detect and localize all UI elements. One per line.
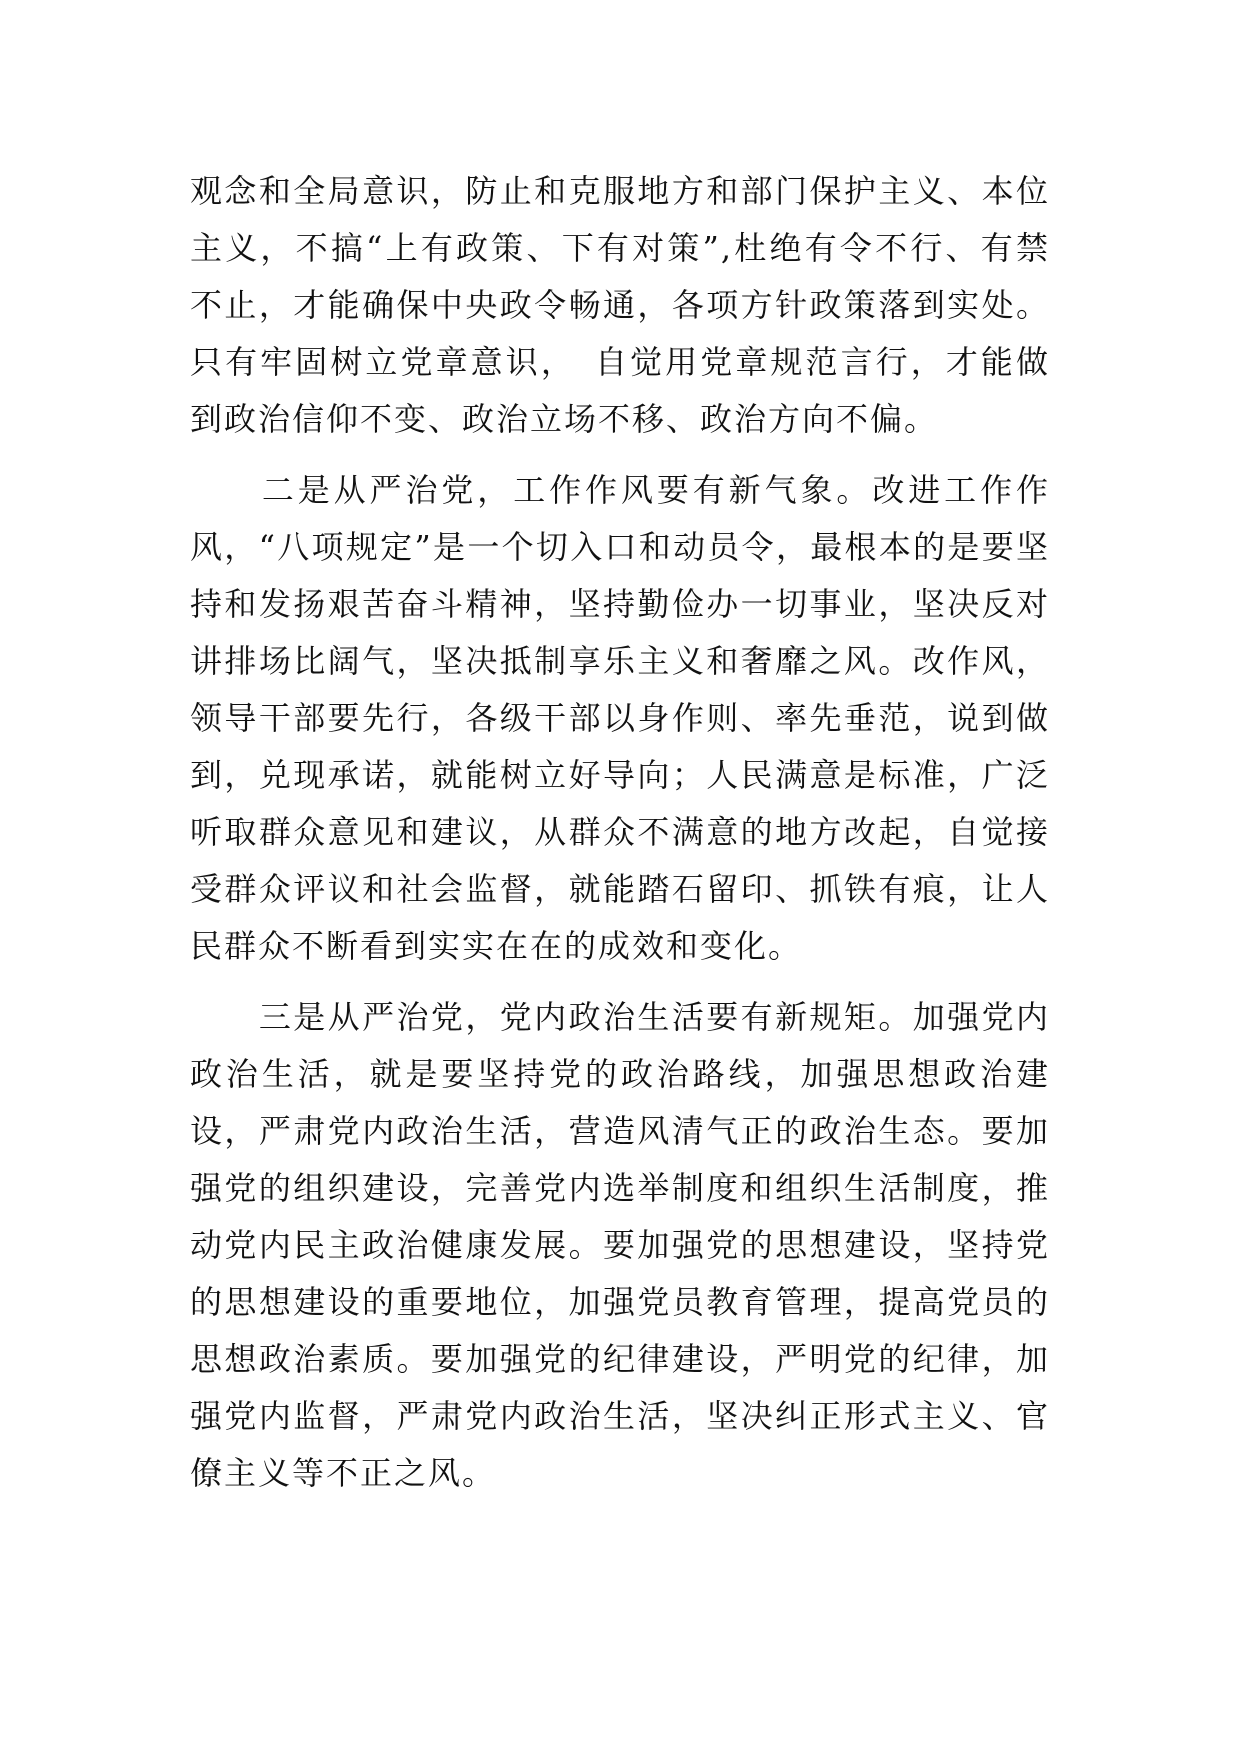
paragraph-1: 观念和全局意识，防止和克服地方和部门保护主义、本位主义，不搞“上有政策、下有对策”,杜绝有令不行、有禁不止，才能确保中央政令畅通，各项方针政策落到实处。只有牢固树立党章意识， 自觉用党章规范言行，才能做到政治信仰不变、政治立场不移、政治方向不偏。 (190, 172, 1050, 438)
paragraph-gap (190, 448, 1050, 462)
paragraph-gap (190, 975, 1050, 989)
paragraph-3: 三是从严治党，党内政治生活要有新规矩。加强党内政治生活，就是要坚持党的政治路线，加强思想政治建设，严肃党内政治生活，营造风清气正的政治生态。要加强党的组织建设，完善党内选举制度和组织生活制度，推动党内民主政治健康发展。要加强党的思想建设，坚持党的思想建设的重要地位，加强党员教育管理，提高党员的思想政治素质。要加强党的纪律建设，严明党的纪律，加强党内监督，严肃党内政治生活，坚决纠正形式主义、官僚主义等不正之风。 (190, 998, 1050, 1492)
document-body (190, 163, 1050, 1502)
paragraph-2: 二是从严治党，工作作风要有新气象。改进工作作风，“八项规定”是一个切入口和动员令，最根本的是要坚持和发扬艰苦奋斗精神，坚持勤俭办一切事业，坚决反对讲排场比阔气，坚决抵制享乐主义和奢靡之风。改作风，领导干部要先行，各级干部以身作则、率先垂范，说到做到，兑现承诺，就能树立好导向；人民满意是标准，广泛听取群众意见和建议，从群众不满意的地方改起，自觉接受群众评议和社会监督，就能踏石留印、抓铁有痕，让人民群众不断看到实实在在的成效和变化。 (190, 471, 1050, 965)
